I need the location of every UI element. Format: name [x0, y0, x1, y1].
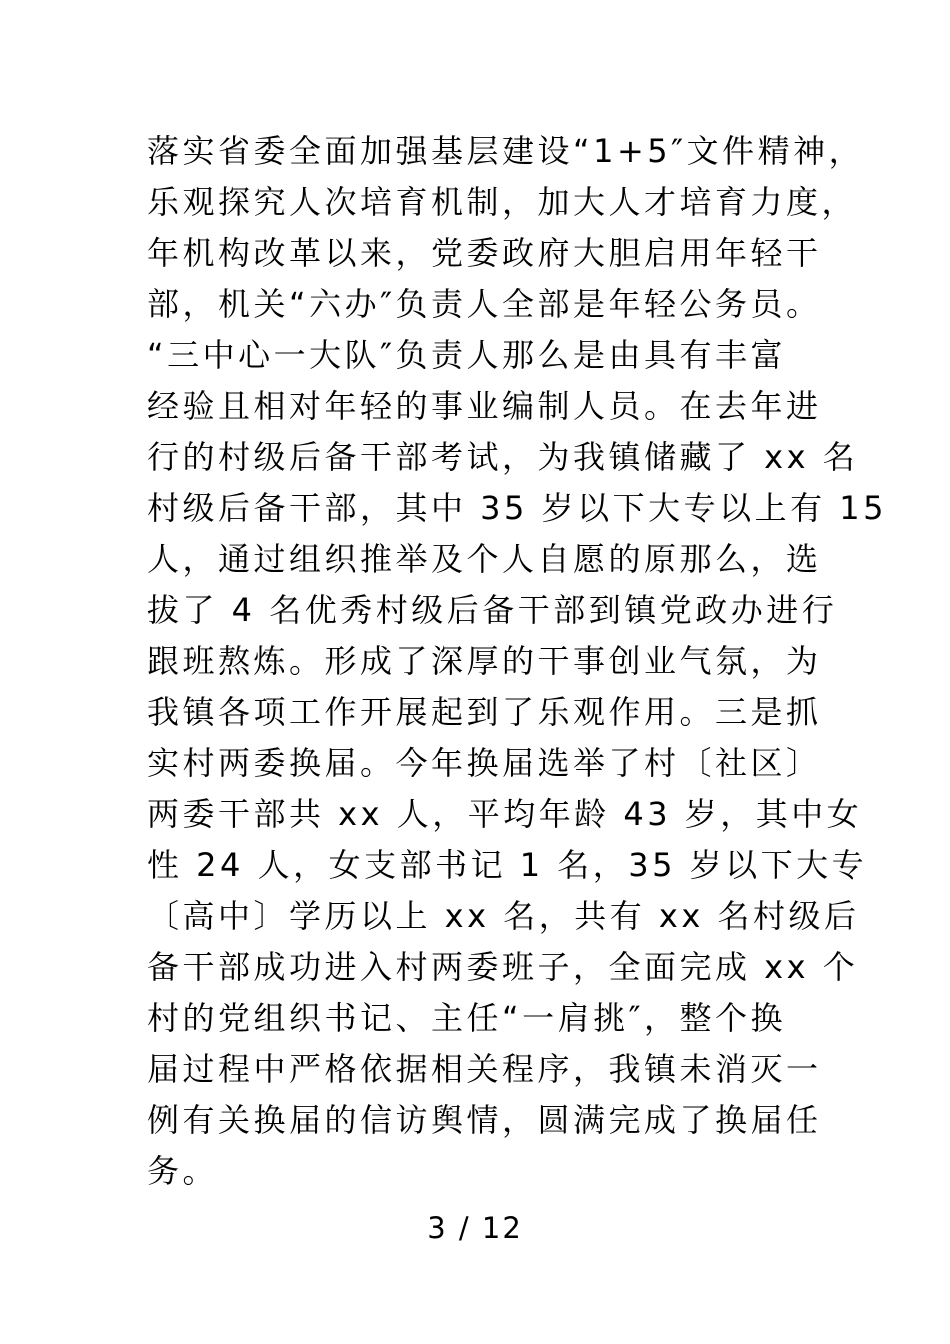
text-line-5: “三中心一大队″负责人那么是由具有丰富 — [147, 336, 787, 374]
text-line-12: 我镇各项工作开展起到了乐观作用。三是抓 — [147, 693, 822, 731]
text-line-20: 例有关换届的信访舆情，圆满完成了换届任 — [147, 1101, 822, 1139]
text-line-17: 备干部成功进入村两委班子，全面完成 xx 个 — [147, 948, 859, 986]
text-line-2: 乐观探究人次培育机制，加大人才培育力度， — [147, 183, 858, 221]
text-line-18: 村的党组织书记、主任“一肩挑″，整个换 — [147, 999, 787, 1037]
text-line-10: 拔了 4 名优秀村级后备干部到镇党政办进行 — [147, 591, 838, 629]
text-line-8: 村级后备干部，其中 35 岁以下大专以上有 15 — [147, 489, 887, 527]
page-number: 3 / 12 — [427, 1211, 523, 1245]
text-line-14: 两委干部共 xx 人，平均年龄 43 岁，其中女 — [147, 795, 863, 833]
text-line-16: 〔高中〕学历以上 xx 名，共有 xx 名村级后 — [147, 897, 860, 935]
text-line-1: 落实省委全面加强基层建设“1+5″文件精神， — [147, 132, 865, 170]
text-line-9: 人，通过组织推举及个人自愿的原那么，选 — [147, 540, 822, 578]
text-line-3: 年机构改革以来，党委政府大胆启用年轻干 — [147, 234, 822, 272]
text-line-6: 经验且相对年轻的事业编制人员。在去年进 — [147, 387, 822, 425]
text-line-21: 务。 — [147, 1152, 219, 1190]
text-line-11: 跟班熬炼。形成了深厚的干事创业气氛，为 — [147, 642, 822, 680]
text-line-4: 部，机关“六办″负责人全部是年轻公务员。 — [147, 285, 822, 323]
text-line-13: 实村两委换届。今年换届选举了村〔社区〕 — [147, 744, 822, 782]
document-body — [147, 126, 887, 1197]
text-line-7: 行的村级后备干部考试，为我镇储藏了 xx 名 — [147, 438, 859, 476]
text-line-19: 届过程中严格依据相关程序，我镇未消灭一 — [147, 1050, 822, 1088]
text-line-15: 性 24 人，女支部书记 1 名，35 岁以下大专 — [147, 846, 868, 884]
